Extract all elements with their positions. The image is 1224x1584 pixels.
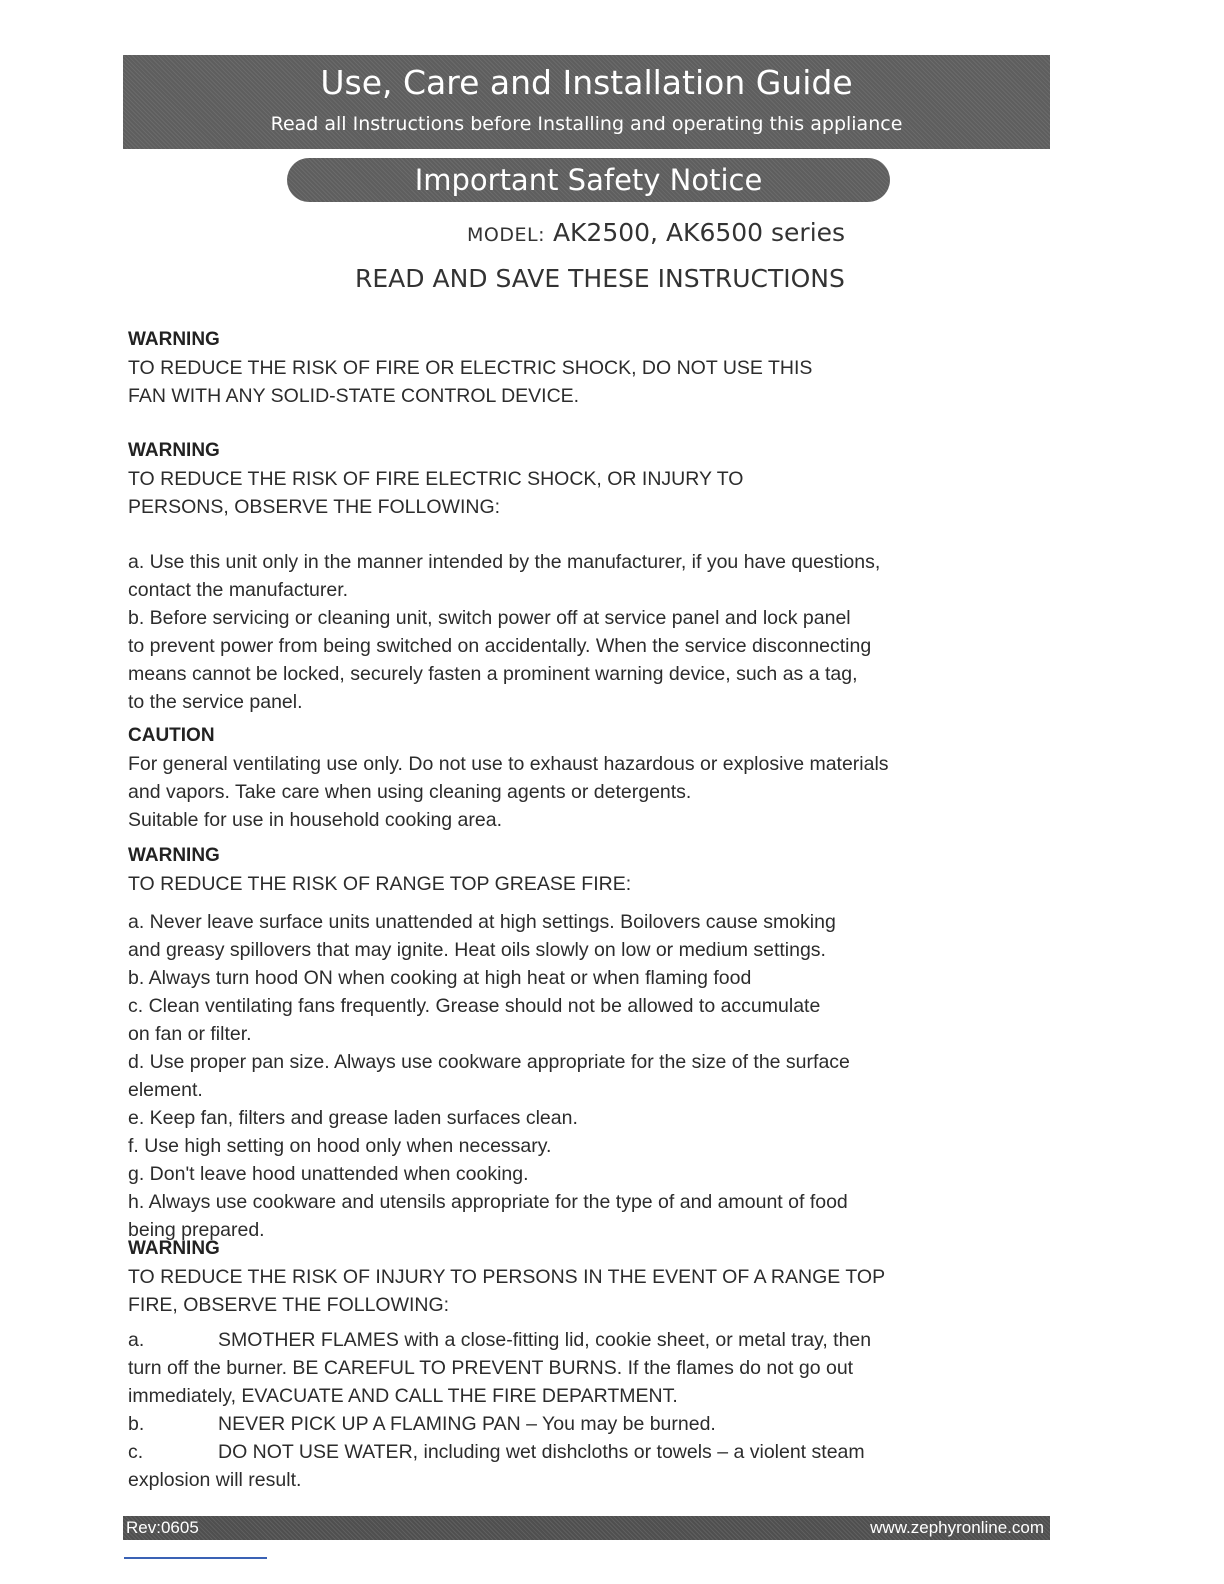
list-item: e. Keep fan, filters and grease laden surfaces clean. <box>128 1107 578 1129</box>
list-item: c. Clean ventilating fans frequently. Grease should not be allowed to accumulate <box>128 995 821 1017</box>
text-line: FAN WITH ANY SOLID-STATE CONTROL DEVICE. <box>128 385 580 407</box>
warning-section-1 <box>128 326 1038 410</box>
list-item: means cannot be locked, securely fasten a prominent warning device, such as a tag, <box>128 663 858 685</box>
list-item: on fan or filter. <box>128 1023 252 1045</box>
list-item: and greasy spillovers that may ignite. Heat oils slowly on low or medium settings. <box>128 939 826 961</box>
text-line: and vapors. Take care when using cleaning agents or detergents. <box>128 781 692 803</box>
section-heading: WARNING <box>128 845 220 866</box>
list-item-c <box>128 1438 1038 1466</box>
list-item: g. Don't leave hood unattended when cooking. <box>128 1163 529 1185</box>
list-item: contact the manufacturer. <box>128 579 349 601</box>
list-item: a. Use this unit only in the manner intended by the manufacturer, if you have questions, <box>128 551 881 573</box>
section-heading: CAUTION <box>128 725 215 746</box>
text-line: PERSONS, OBSERVE THE FOLLOWING: <box>128 496 501 518</box>
list-item: being prepared. <box>128 1219 265 1241</box>
item-text: DO NOT USE WATER, including wet dishcloths or towels – a violent steam <box>218 1441 865 1463</box>
revision-label: Rev:0605 <box>126 1518 199 1537</box>
warning-4-items <box>128 1326 1038 1494</box>
footer-bar <box>123 1516 1050 1540</box>
read-save-heading: READ AND SAVE THESE INSTRUCTIONS <box>355 264 845 293</box>
list-item-a-cont: turn off the burner. BE CAREFUL TO PREVENT BURNS. If the flames do not go out <box>128 1357 854 1379</box>
guide-subtitle: Read all Instructions before Installing and operating this appliance <box>270 113 903 135</box>
text-line: Suitable for use in household cooking area. <box>128 809 503 831</box>
list-item: f. Use high setting on hood only when necessary. <box>128 1135 552 1157</box>
section-heading: WARNING <box>128 440 220 461</box>
text-line: TO REDUCE THE RISK OF FIRE OR ELECTRIC SHOCK, DO NOT USE THIS <box>128 357 813 379</box>
warning-section-2 <box>128 437 1038 521</box>
warning-3-items <box>128 908 1038 1244</box>
section-heading: WARNING <box>128 329 220 350</box>
list-item-b <box>128 1410 1038 1438</box>
list-item: b. Always turn hood ON when cooking at high heat or when flaming food <box>128 967 752 989</box>
list-item-c-cont: explosion will result. <box>128 1469 302 1491</box>
list-item: to prevent power from being switched on accidentally. When the service disconnecting <box>128 635 872 657</box>
model-label: MODEL: <box>467 224 545 246</box>
item-text: SMOTHER FLAMES with a close-fitting lid, cookie sheet, or metal tray, then <box>218 1329 872 1351</box>
text-line: TO REDUCE THE RISK OF INJURY TO PERSONS IN THE EVENT OF A RANGE TOP <box>128 1266 886 1288</box>
caution-section <box>128 722 1038 834</box>
header-banner <box>123 55 1050 149</box>
list-item: h. Always use cookware and utensils appropriate for the type of and amount of food <box>128 1191 848 1213</box>
list-item: d. Use proper pan size. Always use cookware appropriate for the size of the surface <box>128 1051 850 1073</box>
section-heading: WARNING <box>128 1238 220 1259</box>
model-line <box>467 218 845 247</box>
bottom-rule <box>124 1557 267 1559</box>
safety-notice-banner: Important Safety Notice <box>287 158 890 202</box>
item-text: NEVER PICK UP A FLAMING PAN – You may be burned. <box>218 1413 716 1435</box>
text-line: FIRE, OBSERVE THE FOLLOWING: <box>128 1294 450 1316</box>
website-link[interactable]: www.zephyronline.com <box>870 1518 1044 1537</box>
list-item: element. <box>128 1079 203 1101</box>
text-line: TO REDUCE THE RISK OF FIRE ELECTRIC SHOCK, OR INJURY TO <box>128 468 744 490</box>
list-item-a-cont: immediately, EVACUATE AND CALL THE FIRE DEPARTMENT. <box>128 1385 678 1407</box>
warning-section-4 <box>128 1235 1038 1319</box>
warning-section-3 <box>128 842 1038 898</box>
model-value: AK2500, AK6500 series <box>552 218 846 247</box>
list-item-a <box>128 1326 1038 1354</box>
item-letter: c. <box>128 1441 144 1463</box>
guide-title: Use, Care and Installation Guide <box>320 63 853 102</box>
list-item: b. Before servicing or cleaning unit, switch power off at service panel and lock panel <box>128 607 851 629</box>
warning-2-items <box>128 548 1038 716</box>
text-line: TO REDUCE THE RISK OF RANGE TOP GREASE FIRE: <box>128 873 632 895</box>
item-letter: b. <box>128 1413 145 1435</box>
item-letter: a. <box>128 1329 145 1351</box>
text-line: For general ventilating use only. Do not use to exhaust hazardous or explosive materials <box>128 753 889 775</box>
list-item: to the service panel. <box>128 691 303 713</box>
list-item: a. Never leave surface units unattended at high settings. Boilovers cause smoking <box>128 911 836 933</box>
